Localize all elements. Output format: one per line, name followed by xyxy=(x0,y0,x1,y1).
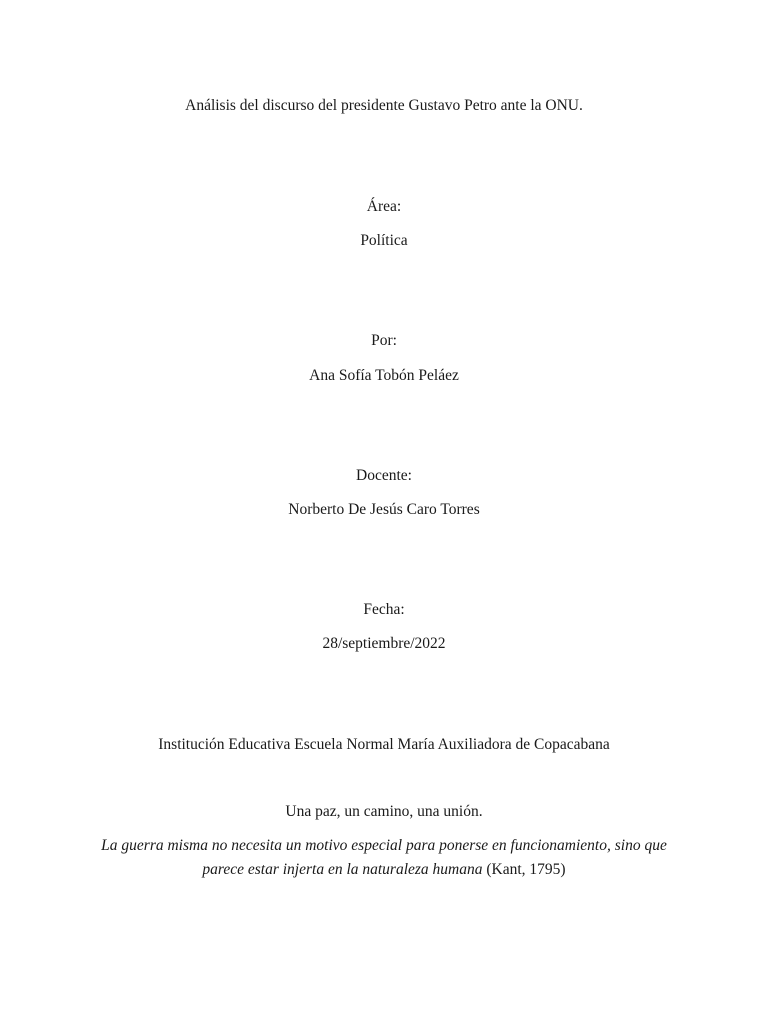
teacher-value: Norberto De Jesús Caro Torres xyxy=(288,501,480,518)
epigraph-citation: (Kant, 1795) xyxy=(486,861,566,878)
teacher-label: Docente: xyxy=(356,467,412,484)
document-title: Análisis del discurso del presidente Gustavo Petro ante la ONU. xyxy=(185,97,583,114)
date-label: Fecha: xyxy=(363,601,405,618)
date-value: 28/septiembre/2022 xyxy=(322,635,446,652)
area-label: Área: xyxy=(366,198,402,215)
author-label: Por: xyxy=(371,332,397,349)
institution-name: Institución Educativa Escuela Normal María Auxiliadora de Copacabana xyxy=(158,736,610,753)
motto: Una paz, un camino, una unión. xyxy=(285,803,483,820)
epigraph xyxy=(90,834,678,882)
author-value: Ana Sofía Tobón Peláez xyxy=(309,367,459,384)
epigraph-text: La guerra misma no necesita un motivo especial para ponerse en funcionamiento, sino que parece estar injerta en la naturaleza humana xyxy=(101,837,667,878)
area-value: Política xyxy=(360,232,408,249)
